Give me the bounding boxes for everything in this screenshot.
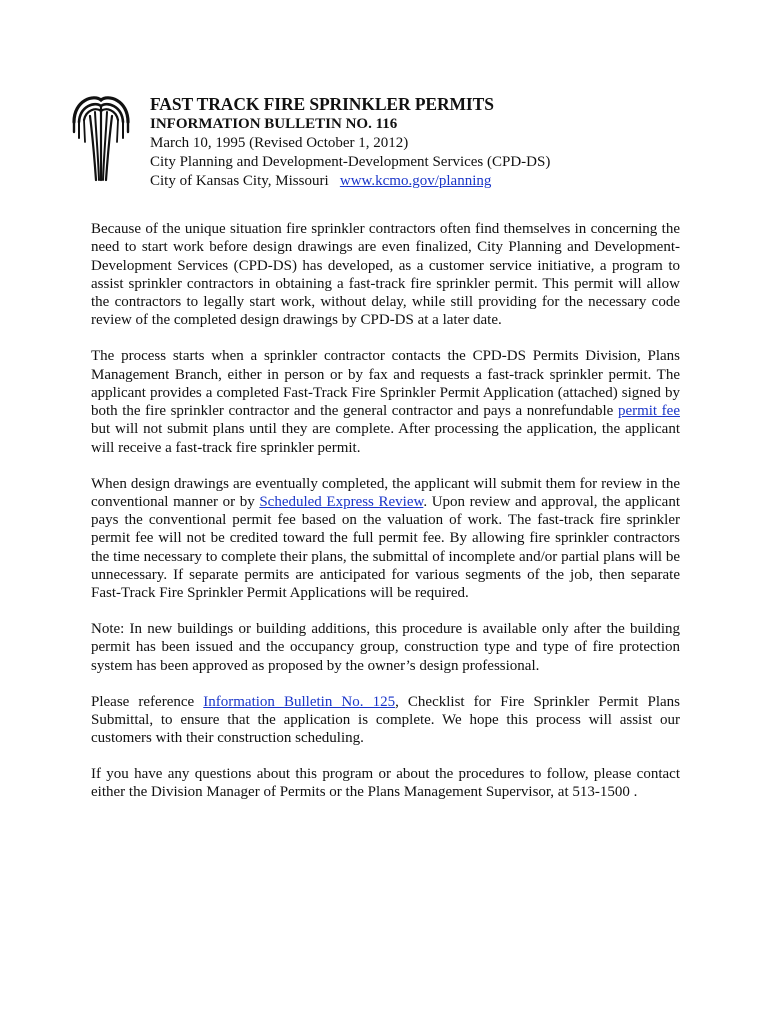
document-body (91, 220, 680, 819)
paragraph-review-text: When design drawings are eventually completed, the applicant will submit them for review in the conventional manner or by (91, 475, 680, 510)
paragraph-reference-text-end: , Checklist for Fire Sprinkler Permit Plans Submittal, to ensure that the application is complete. We hope this process will assist our customers with their construction scheduling. (91, 693, 680, 747)
website-link[interactable]: www.kcmo.gov/planning (339, 173, 492, 189)
paragraph-process (91, 347, 680, 457)
city-line (150, 172, 710, 191)
paragraph-intro: Because of the unique situation fire sprinkler contractors often find themselves in concerning the need to start work before design drawings are even finalized, City Planning and Development-Development Services (CPD-DS) has developed, as a customer service initiative, a program to assist sprinkler contractors in obtaining a fast-track fire sprinkler permit. This permit will allow the contractors to legally start work, without delay, while still providing for the necessary code review of the completed design drawings by CPD-DS at a later date. (91, 221, 680, 329)
document-title: FAST TRACK FIRE SPRINKLER PERMITS (150, 94, 494, 114)
paragraph-review-text-end: . Upon review and approval, the applicant pays the conventional permit fee based on the valuation of work. The fast-track fire sprinkler permit fee will not be credited toward the full permit fee. By allowing fire sprinkler contractors the time necessary to complete their plans, the submittal of incomplete and/or partial plans will be unnecessary. If separate permits are anticipated for various segments of the job, then separate Fast-Track Fire Sprinkler Permit Applications will be required. (91, 493, 680, 602)
department-name: City Planning and Development-Development Services (CPD-DS) (150, 154, 551, 170)
information-bulletin-125-link[interactable]: Information Bulletin No. 125 (203, 693, 396, 710)
paragraph-reference-text: Please reference (91, 693, 204, 710)
city-name: City of Kansas City, Missouri (150, 173, 329, 189)
scheduled-express-review-link[interactable]: Scheduled Express Review (259, 493, 424, 510)
fountain-logo-icon (68, 92, 134, 184)
bulletin-number: INFORMATION BULLETIN NO. 116 (150, 116, 398, 132)
paragraph-process-text-end: but will not submit plans until they are complete. After processing the application, the applicant will receive a fast-track fire sprinkler permit. (91, 421, 680, 456)
paragraph-contact: If you have any questions about this program or about the procedures to follow, please contact either the Division Manager of Permits or the Plans Management Supervisor, at 513-1500 . (91, 765, 680, 801)
paragraph-note: Note: In new buildings or building additions, this procedure is available only after the building permit has been issued and the occupancy group, construction type and type of fire protection system has been approved as proposed by the owner’s design professional. (91, 621, 680, 674)
paragraph-process-text: The process starts when a sprinkler contractor contacts the CPD-DS Permits Division, Plans Management Branch, either in person or by fax and requests a fast-track sprinkler permit. The applicant provides a completed Fast-Track Fire Sprinkler Permit Application (attached) signed by both the fire sprinkler contractor and the general contractor and pays a nonrefundable (91, 348, 680, 420)
paragraph-reference (91, 693, 680, 748)
document-header (150, 94, 710, 191)
bulletin-date: March 10, 1995 (Revised October 1, 2012) (150, 135, 409, 151)
paragraph-review (91, 475, 680, 603)
permit-fee-link[interactable]: permit fee (617, 403, 680, 420)
